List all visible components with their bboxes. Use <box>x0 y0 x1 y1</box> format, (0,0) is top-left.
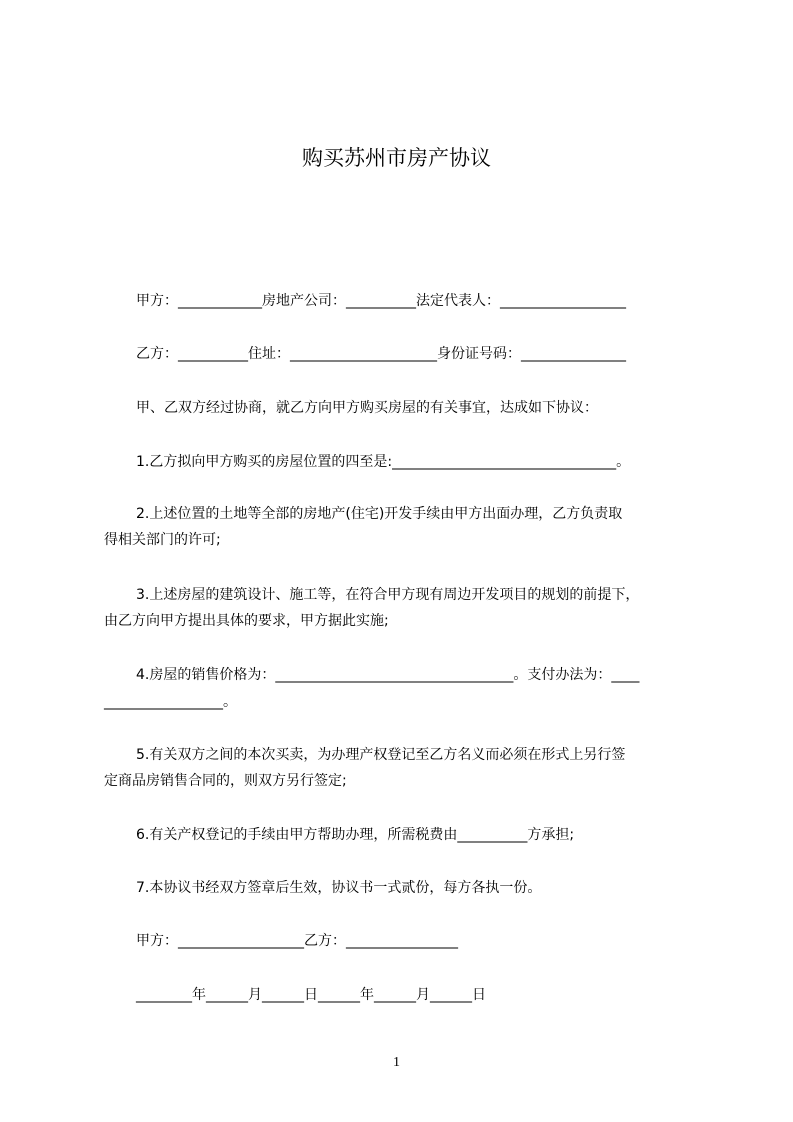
clause-2-line-1: 2.上述位置的土地等全部的房地产(住宅)开发手续由甲方出面办理，乙方负责取 <box>136 506 623 522</box>
clause-2-line-2: 得相关部门的许可; <box>104 532 221 548</box>
clause-4-line-2: _________________。 <box>104 694 237 710</box>
clause-3-line-1: 3.上述房屋的建筑设计、施工等，在符合甲方现有周边开发项目的规划的前提下， <box>136 587 640 603</box>
signature-line: 甲方：__________________乙方：________________ <box>136 933 458 949</box>
preamble-line: 甲、乙双方经过协商，就乙方向甲方购买房屋的有关事宜，达成如下协议： <box>136 400 598 416</box>
party-a-line: 甲方：____________房地产公司：__________法定代表人：__________________ <box>136 293 626 309</box>
date-line: ________年______月______日______年______月______日 <box>136 987 486 1003</box>
page-number: 1 <box>393 1055 400 1070</box>
clause-3-line-2: 由乙方向甲方提出具体的要求，甲方据此实施; <box>104 613 389 629</box>
clause-5-line-2: 定商品房销售合同的，则双方另行签定; <box>104 773 347 789</box>
clause-5-line-1: 5.有关双方之间的本次买卖，为办理产权登记至乙方名义而必须在形式上另行签 <box>136 747 626 763</box>
party-b-line: 乙方：__________住址：_____________________身份证号码：_______________ <box>136 346 626 362</box>
document-title: 购买苏州市房产协议 <box>302 146 491 170</box>
clause-4-line-1: 4.房屋的销售价格为：__________________________________。支付办法为：____ <box>136 667 640 683</box>
clause-6-line: 6.有关产权登记的手续由甲方帮助办理，所需税费由__________方承担; <box>136 827 575 843</box>
clause-1-line: 1.乙方拟向甲方购买的房屋位置的四至是:________________________________。 <box>136 454 631 470</box>
clause-7-line: 7.本协议书经双方签章后生效，协议书一式贰份，每方各执一份。 <box>136 880 542 896</box>
